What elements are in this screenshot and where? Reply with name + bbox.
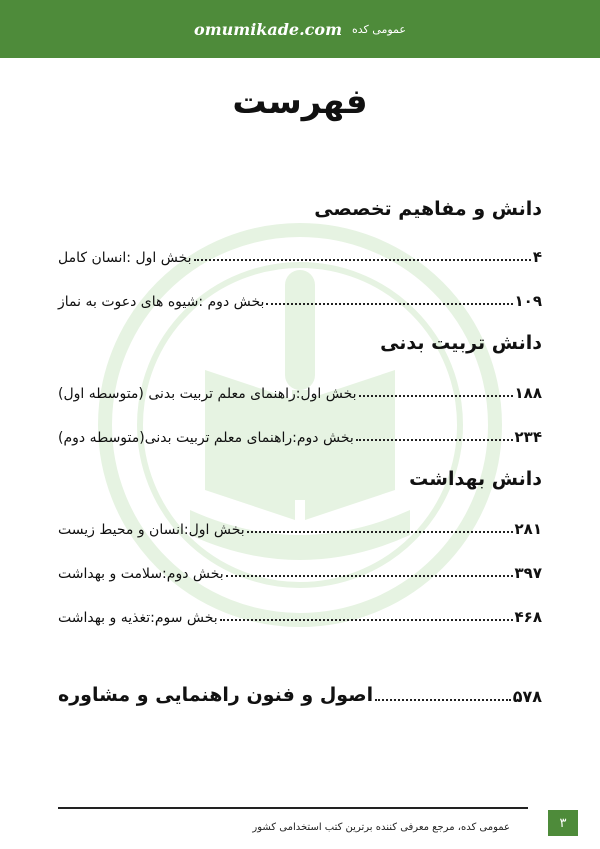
toc-entry-page: ۲۳۴ — [514, 428, 542, 446]
toc-entry-page: ۲۸۱ — [514, 520, 542, 538]
leader-dots — [226, 575, 513, 577]
toc-entry-page: ۱۰۹ — [514, 292, 542, 310]
toc-entry-label: اصول و فنون راهنمایی و مشاوره — [58, 684, 374, 706]
toc-entry-label: بخش اول :انسان کامل — [58, 250, 192, 266]
toc-entry-page: ۱۸۸ — [514, 384, 542, 402]
leader-dots — [247, 531, 513, 533]
site-name-fa: عمومی کده — [352, 22, 406, 36]
header-bar — [0, 0, 600, 58]
toc-entry-major[interactable] — [58, 676, 542, 706]
toc-entry-page: ۵۷۸ — [512, 687, 542, 706]
toc-entry[interactable] — [58, 240, 542, 266]
leader-dots — [220, 619, 513, 621]
footer-divider — [58, 807, 528, 809]
toc-entry[interactable] — [58, 512, 542, 538]
toc-entry-page: ۳۹۷ — [514, 564, 542, 582]
leader-dots — [375, 699, 511, 701]
toc-entry-label: بخش اول:انسان و محیط زیست — [58, 522, 245, 538]
leader-dots — [194, 259, 531, 261]
leader-dots — [356, 439, 513, 441]
toc-entry-label: بخش دوم:راهنمای معلم تربیت بدنی(متوسطه دوم) — [58, 430, 354, 446]
leader-dots — [359, 395, 513, 397]
toc-entry-page: ۴۶۸ — [514, 608, 542, 626]
toc-entry-page: ۴ — [532, 248, 542, 266]
page-title: فهرست — [232, 82, 368, 122]
toc-entry[interactable] — [58, 556, 542, 582]
leader-dots — [266, 303, 512, 305]
section-heading: دانش تربیت بدنی — [380, 332, 542, 354]
toc-entry-label: بخش اول:راهنمای معلم تربیت بدنی (متوسطه اول) — [58, 386, 357, 402]
site-name[interactable]: omumikade.com — [194, 19, 343, 39]
toc-entry[interactable] — [58, 420, 542, 446]
toc-entry[interactable] — [58, 284, 542, 310]
section-heading: دانش و مفاهیم تخصصی — [314, 198, 542, 220]
page-number: ۳ — [548, 810, 578, 836]
footer-text: عمومی کده، مرجع معرفی کننده برترین کتب استخدامی کشور — [252, 822, 510, 833]
toc-entry-label: بخش دوم :شیوه های دعوت به نماز — [58, 294, 265, 310]
toc-entry[interactable] — [58, 600, 542, 626]
toc-entry-label: بخش دوم:سلامت و بهداشت — [58, 566, 224, 582]
section-heading: دانش بهداشت — [409, 468, 542, 490]
toc-entry[interactable] — [58, 376, 542, 402]
toc-entry-label: بخش سوم:تغذیه و بهداشت — [58, 610, 218, 626]
